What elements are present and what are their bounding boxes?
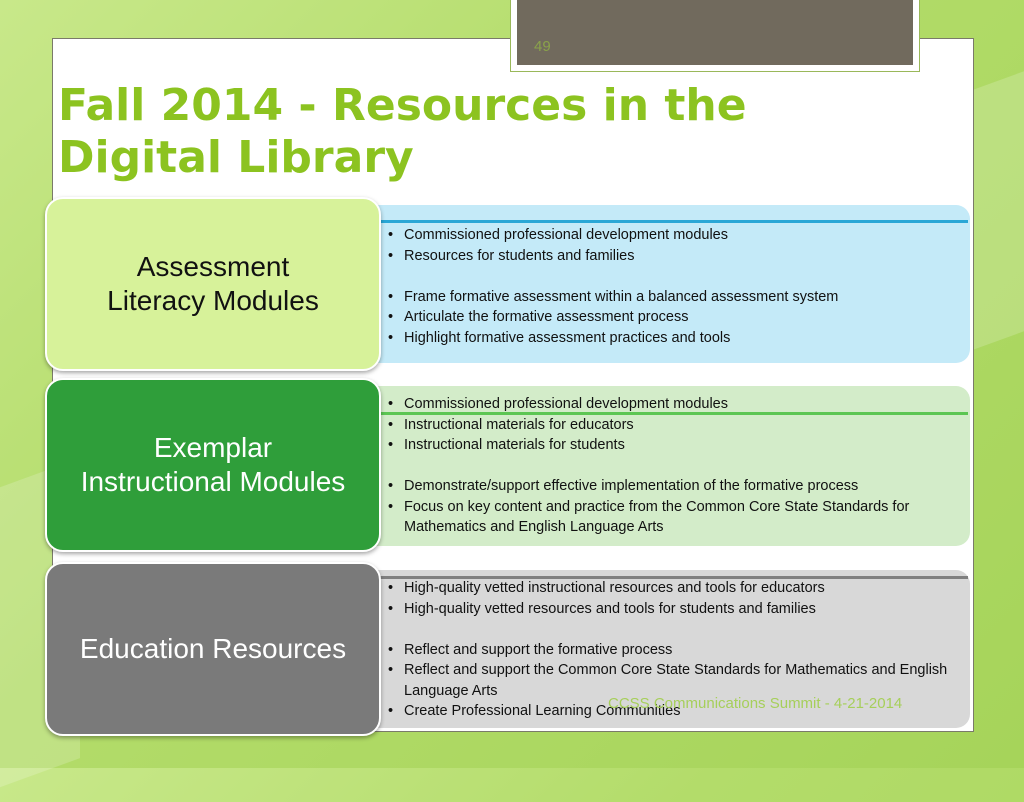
row-2-label-box: [45, 378, 381, 552]
row-1-content-box: [360, 205, 970, 363]
slide-title-line-2: Digital Library: [58, 132, 414, 183]
row-3-label-line-1: Education Resources: [79, 633, 347, 664]
row-2-label-line-1: Exemplar: [153, 432, 273, 463]
row-1-label-line-2: Literacy Modules: [107, 285, 319, 316]
row-3-bullets-a: [384, 578, 956, 619]
row-3-accent-line: [376, 576, 968, 579]
row-1-label-line-1: Assessment: [136, 251, 290, 282]
bullet-item: • Frame formative assessment within a balanced assessment system: [384, 287, 956, 308]
bullet-item: • Commissioned professional development modules: [384, 225, 956, 246]
bullet-item: • Focus on key content and practice from the Common Core State Standards for Mathematics and English Language Arts: [384, 497, 956, 538]
row-2-accent-line: [376, 412, 968, 415]
bullet-item: • High-quality vetted instructional resources and tools for educators: [384, 578, 956, 599]
bullet-spacer: [384, 619, 956, 640]
slide-number-tab: [510, 0, 920, 72]
bullet-item: • Instructional materials for educators: [384, 415, 956, 436]
bullet-item: • Reflect and support the formative process: [384, 640, 956, 661]
row-2-label-line-2: Instructional Modules: [80, 466, 346, 497]
bullet-item: • Demonstrate/support effective implementation of the formative process: [384, 476, 956, 497]
row-3-label-box: [45, 562, 381, 736]
row-2-bullets-b: [384, 476, 956, 538]
row-1-bullets-b: [384, 287, 956, 349]
slide-title: [58, 80, 778, 184]
bullet-item: • Create Professional Learning Communities: [384, 701, 956, 722]
bullet-item: • Articulate the formative assessment process: [384, 307, 956, 328]
bullet-item: • Commissioned professional development modules: [384, 394, 956, 415]
footer-text: CCSS Communications Summit - 4-21-2014: [608, 695, 903, 712]
row-1-label-box: [45, 197, 381, 371]
slide-title-line-1: Fall 2014 - Resources in the: [58, 80, 747, 131]
bullet-item: • Instructional materials for students: [384, 435, 956, 456]
bullet-item: • High-quality vetted resources and tools for students and families: [384, 599, 956, 620]
row-2-bullets-a: [384, 394, 956, 456]
row-1-bullets-a: [384, 225, 956, 266]
slide-number-tab-fill: [517, 0, 913, 65]
bullet-spacer: [384, 266, 956, 287]
row-1-accent-line: [376, 220, 968, 223]
page-number: 49: [534, 38, 551, 55]
bullet-item: • Resources for students and families: [384, 246, 956, 267]
bullet-item: • Reflect and support the Common Core State Standards for Mathematics and English Language Arts: [384, 660, 956, 701]
bullet-spacer: [384, 456, 956, 477]
row-2-content-box: [360, 386, 970, 546]
bullet-item: • Highlight formative assessment practices and tools: [384, 328, 956, 349]
